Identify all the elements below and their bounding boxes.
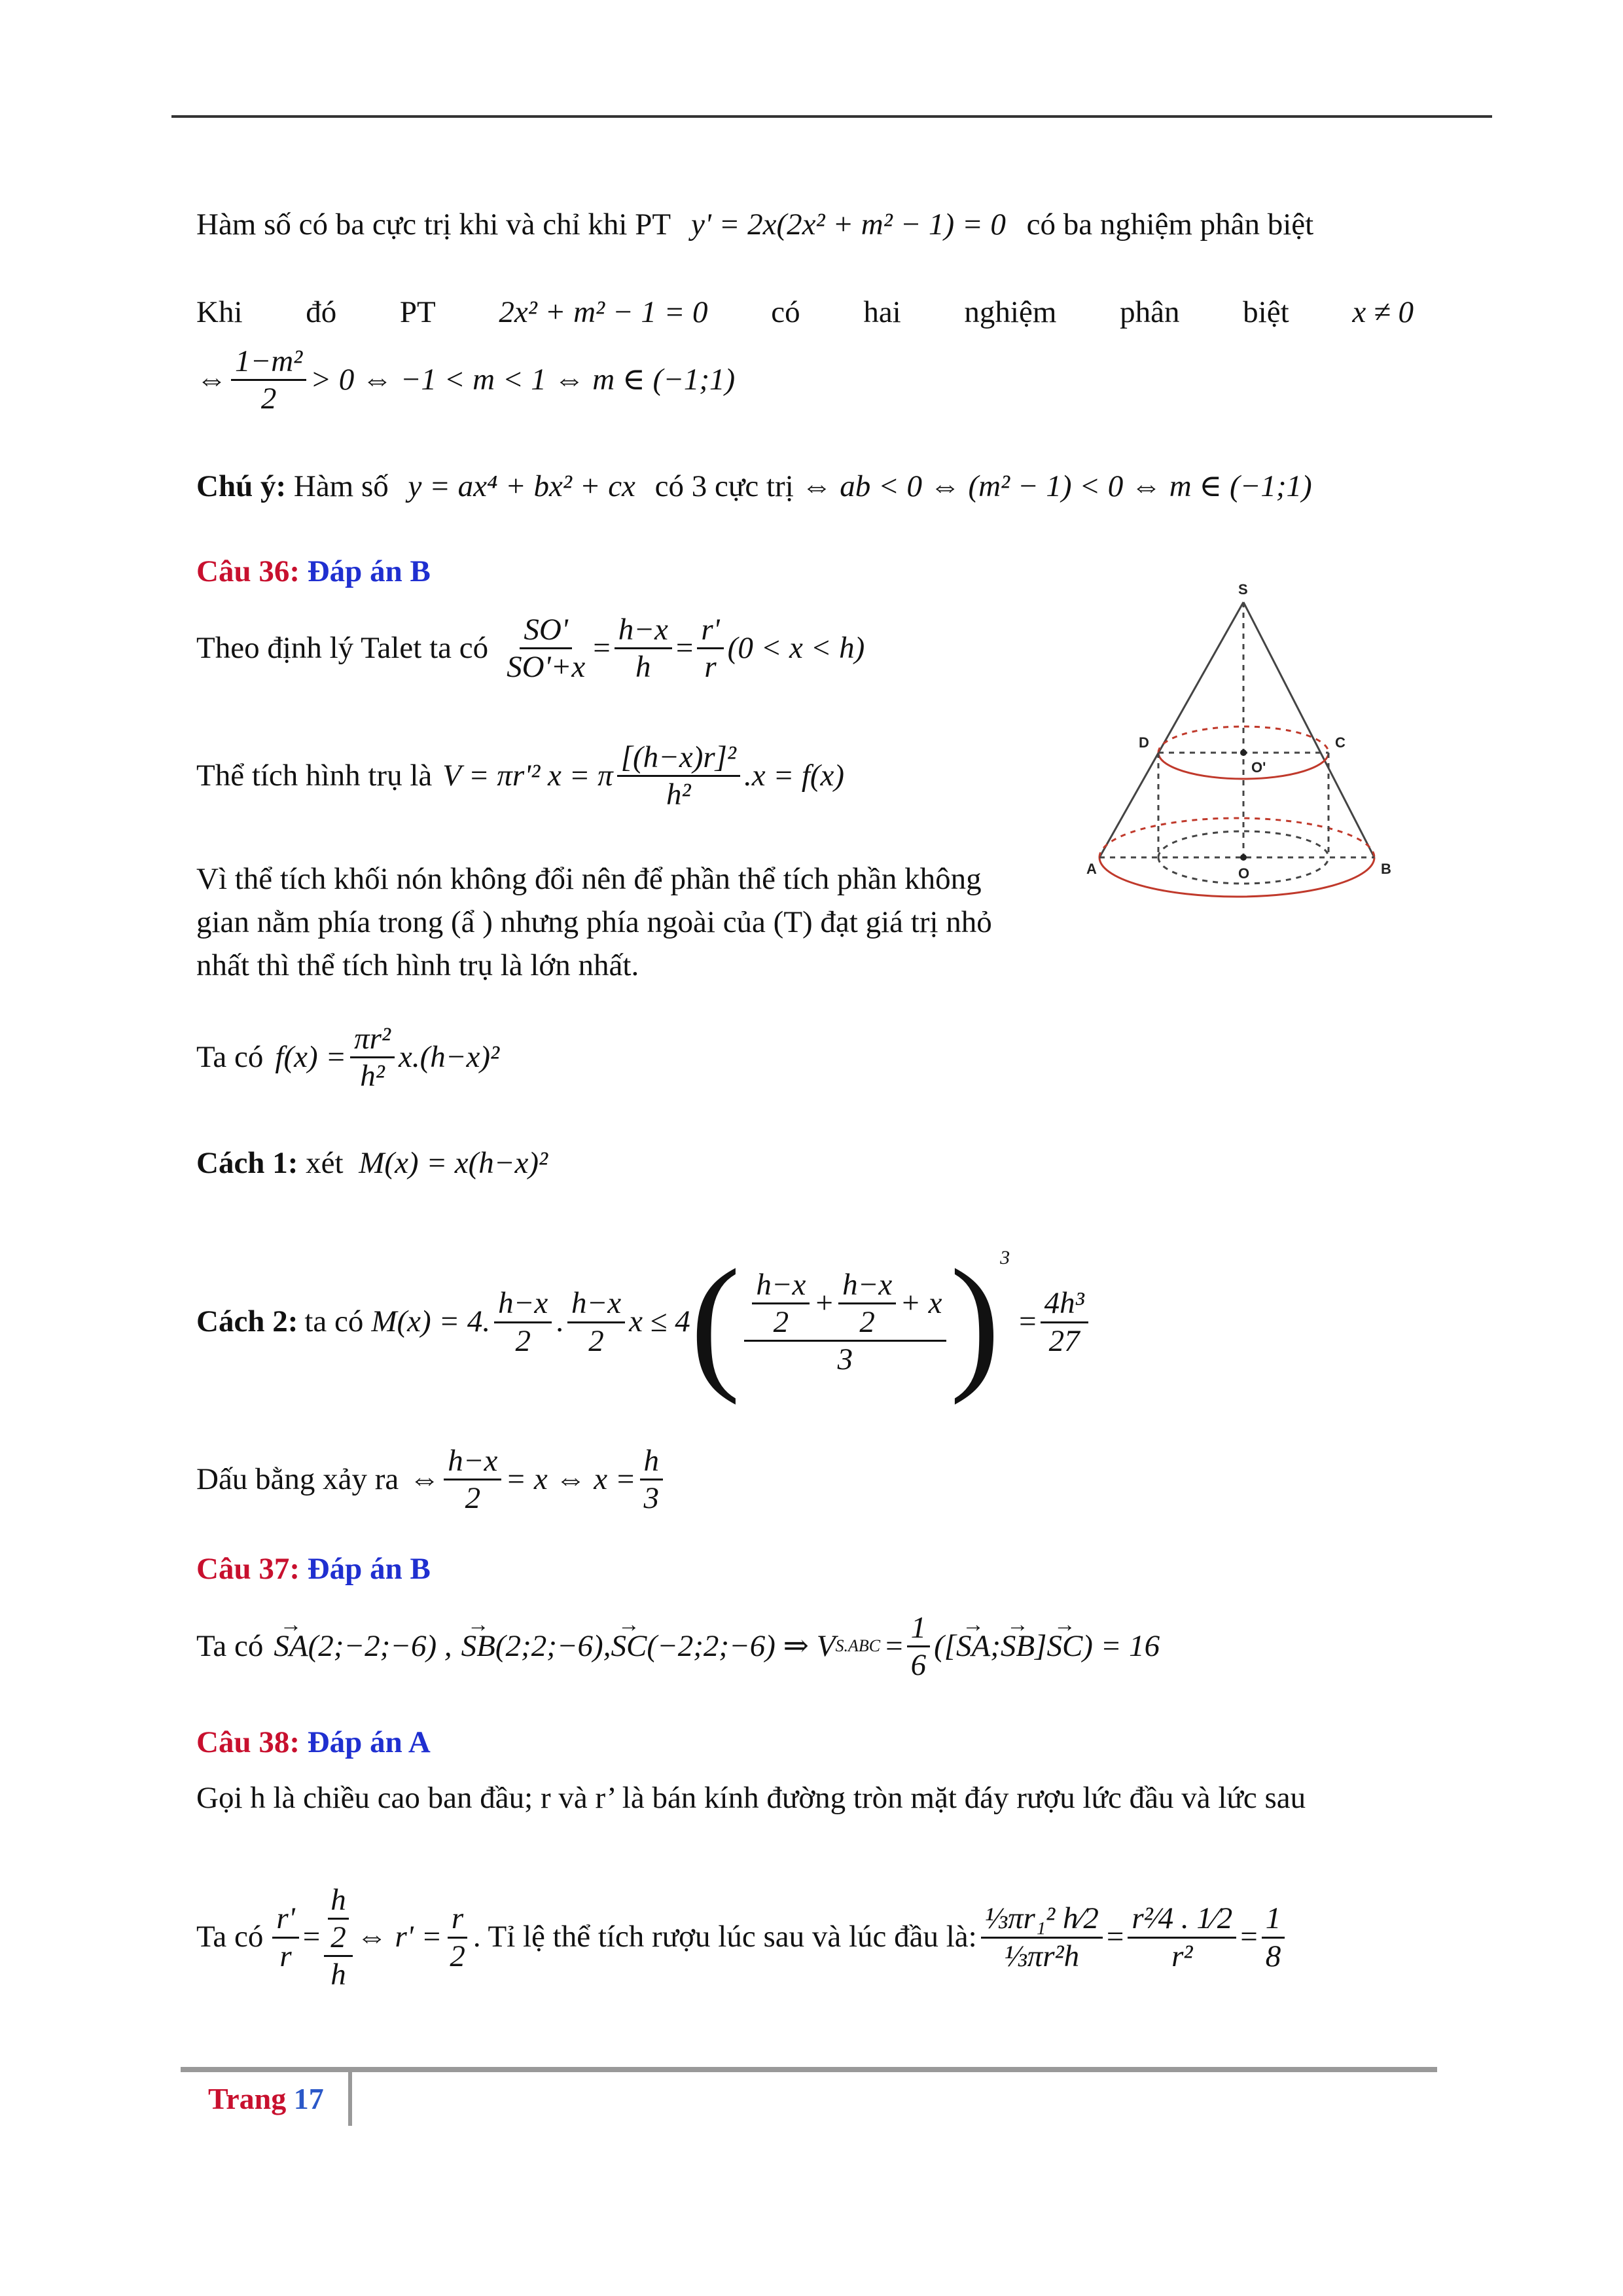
fraction-num: 4h³ [1041,1285,1088,1323]
note-label: Chú ý: [196,469,287,503]
fraction [567,1285,625,1358]
vector-SB: → SB [1001,1630,1035,1664]
equals: = [675,630,694,665]
fraction-den: SO'+x [507,650,586,685]
answer-label: Đáp án B [307,1552,431,1586]
fraction-den: r [704,650,717,685]
label-S: S [1238,581,1248,598]
fraction-den: 2 [588,1323,604,1358]
equation: M(x) = x(h−x)² [359,1146,548,1180]
fraction [615,612,672,685]
vector-SB: → SB [461,1630,495,1664]
point-O [1240,854,1247,861]
equals: = [885,1628,903,1663]
fraction-den: 2 [330,1920,346,1954]
fraction-den: 8 [1265,1939,1281,1973]
label-A: A [1086,861,1097,877]
method-text: xét [306,1146,344,1180]
fraction-num: r²⁄4 . 1⁄2 [1128,1901,1236,1938]
fraction-num: r' [272,1901,298,1938]
subscript: S.ABC [835,1636,881,1656]
equals: = [302,1920,321,1954]
word: PT [399,295,436,329]
text: Ta có [196,1920,264,1954]
fraction-num: h [640,1443,664,1480]
footer-page [208,2083,324,2116]
left-paren: ( [690,1238,741,1405]
label-O: O [1238,865,1250,882]
equiv-symbol: ⇔ [196,362,227,397]
q36-volume [196,740,844,812]
para-1 [196,208,1313,242]
method-text: ta có [304,1304,364,1339]
q36-talet [196,612,865,685]
fraction-num: πr² [350,1021,395,1058]
q36-paragraph [196,857,992,987]
fraction [1262,1901,1285,1973]
para-1-text-end: có ba nghiệm phân biệt [1026,207,1314,242]
answer-label: Đáp án B [307,554,431,588]
equals: = [593,630,611,665]
para-3 [196,344,735,416]
answer-label: Đáp án A [307,1725,431,1759]
fraction-den: 2 [515,1323,531,1358]
equation: V = πr'² x = π [442,758,613,793]
text: Dấu bằng xảy ra [196,1462,399,1496]
equals: = [1106,1920,1124,1954]
vector-SA: → SA [956,1630,990,1664]
vector-SA: → SA [274,1630,308,1664]
fraction [981,1901,1103,1973]
exponent: 3 [1000,1247,1010,1268]
label-O1: O' [1251,759,1266,776]
equation: = x ⇔ x = [505,1462,636,1496]
fraction-num: h−x [567,1285,625,1323]
fraction [272,1901,298,1973]
method-label: Cách 1: [196,1146,298,1180]
cone-figure [1086,576,1400,956]
question-label: Câu 38: [196,1725,300,1759]
fraction-den: 2 [773,1304,789,1339]
word: phân [1120,295,1180,329]
word: biệt [1243,295,1289,329]
label-C: C [1335,734,1346,751]
fraction-num: h [328,1882,349,1920]
fraction-den: 2 [450,1939,465,1973]
fraction [838,1267,896,1340]
fraction [1128,1901,1236,1973]
note-text-2: có 3 cực trị [654,469,794,503]
vector-SC: → SC [1046,1630,1082,1664]
fraction-num: 1 [1262,1901,1285,1938]
fraction [907,1610,931,1683]
big-fraction: $\frac{h-x}{2}$ + $\frac{h-x}{2}$ + x 3 [744,1267,946,1377]
fraction [617,740,740,812]
fraction [503,612,589,685]
question-label: Câu 36: [196,554,300,588]
note-equation-2: ⇔ ab < 0 ⇔ (m² − 1) < 0 ⇔ m ∈ (−1;1) [801,469,1312,503]
q37-line [196,1610,1160,1683]
para-1-text: Hàm số có ba cực trị khi và chỉ khi PT [196,207,671,242]
word: hai [863,295,901,329]
fraction-den: h [635,650,651,685]
fraction-num: ⅓πr₁² h⁄2 [981,1901,1103,1938]
coords: (2;−2;−6) , [308,1628,452,1663]
word: có [771,295,800,329]
page-label: Trang [208,2082,287,2115]
fraction-den: 2 [465,1481,481,1516]
cach-2: Cách 2: ta có M(x) = 4. $\frac{h-x}{2}$ . $\frac{h-x}{2}$ x ≤ 4 ( $\frac{h-x}{2}$ + $\frac{h-x}{2}$ + x 3 ) 3 = $\frac{\text{4h³}}{27}$ [196,1240,1092,1404]
q36-line: nhất thì thể tích hình trụ là lớn nhất. [196,948,639,982]
q38-ratio [196,1859,1289,2016]
q36-f [196,1021,499,1094]
para-2-condition: x ≠ 0 [1352,295,1414,329]
fraction [446,1901,469,1973]
para-2 [196,296,1414,330]
equation: x.(h−x)² [399,1039,500,1074]
dau-bang [196,1443,667,1516]
base-ellipse-front [1099,857,1374,897]
cach-1 [196,1147,548,1181]
word: Khi [196,295,243,329]
fraction-den: 3 [837,1342,853,1377]
vector-SC: → SC [611,1630,647,1664]
condition: (0 < x < h) [727,630,865,665]
fraction-num: [(h−x)r]² [617,740,740,777]
para-2-equation: 2x² + m² − 1 = 0 [499,295,708,329]
fraction-den: h [330,1958,346,1992]
note-line [196,470,1312,504]
text: Ta có [196,1628,264,1663]
word: đó [306,295,337,329]
fraction [640,1443,664,1516]
question-label: Câu 37: [196,1552,300,1586]
q36-text: Thể tích hình trụ là [196,758,433,793]
fraction-num: h−x [752,1267,810,1304]
page-number: 17 [293,2082,324,2115]
note-equation: y = ax⁴ + bx² + cx [408,469,635,503]
footer-divider [348,2072,352,2126]
fraction [752,1267,810,1340]
fraction [231,344,306,416]
fraction-den: 2 [260,382,277,416]
fraction-num: h−x [444,1443,501,1480]
right-paren: ) [950,1238,1001,1405]
q36-line: Vì thể tích khối nón không đổi nên để phần thể tích phần không [196,862,982,896]
equals: = [1019,1304,1037,1339]
note-text: Hàm số [293,469,389,503]
fraction [697,612,723,685]
fraction [1041,1285,1088,1358]
header-rule [171,115,1492,118]
q36-text: Ta có [196,1039,264,1074]
text: . Tỉ lệ thể tích rượu lúc sau và lúc đầu là: [473,1920,977,1954]
word: nghiệm [964,295,1057,329]
fraction-num: h−x [615,612,672,649]
fraction-den: 2 [859,1304,875,1339]
term: + x [900,1286,942,1321]
fraction-den: r² [1171,1939,1193,1973]
cone-edge-right [1243,602,1374,857]
fraction-den: 3 [643,1481,660,1516]
fraction-num: r [448,1901,467,1938]
fraction-num: 1−m² [231,344,306,381]
equation: M(x) = 4. [371,1304,491,1339]
fraction-den: ⅓πr²h [1004,1939,1080,1973]
fraction [494,1285,552,1358]
coords: (2;2;−6), [495,1628,611,1663]
point-O1 [1240,749,1247,756]
fraction-num: h−x [838,1267,896,1304]
q38-text: Gọi h là chiều cao ban đầu; r và r’ là bán kính đường tròn mặt đáy rượu lức đầu và lức sau [196,1781,1306,1815]
compound-fraction [324,1882,353,1992]
label-D: D [1139,734,1149,751]
method-label: Cách 2: [196,1304,298,1339]
fraction-den: r [279,1939,292,1973]
separator: ; [990,1628,1001,1663]
coords: (−2;2;−6) ⇒ V [647,1628,836,1663]
equation: .x = f(x) [744,758,845,793]
bracket: ] [1035,1628,1047,1663]
label-B: B [1381,861,1391,877]
question-36-heading [196,555,431,589]
fraction-den: h² [360,1059,385,1094]
q36-line: gian nằm phía trong (ẩ ) nhưng phía ngoài của (T) đạt giá trị nhỏ [196,905,992,939]
question-37-heading [196,1552,431,1587]
fraction-den: h² [666,778,691,812]
equation: f(x) = [275,1039,347,1074]
fraction-den: 6 [910,1648,927,1683]
para-3-equation: > 0 ⇔ −1 < m < 1 ⇔ m ∈ (−1;1) [310,362,736,397]
question-38-heading [196,1726,431,1760]
equiv-symbol: ⇔ [409,1462,440,1496]
para-1-equation: y' = 2x(2x² + m² − 1) = 0 [690,207,1006,242]
q36-text: Theo định lý Talet ta có [196,630,489,665]
bracket: ([ [934,1628,957,1663]
equation: ⇔ r' = [356,1920,442,1954]
fraction-num: r' [697,612,723,649]
equals: = [1240,1920,1258,1954]
fraction [444,1443,501,1516]
base-ellipse-back [1099,818,1374,857]
fraction-num: h−x [494,1285,552,1323]
fraction-num: SO' [520,612,572,649]
fraction-den: 27 [1048,1323,1080,1358]
footer-rule [181,2067,1437,2072]
equation: ) = 16 [1082,1628,1160,1663]
equation: x ≤ 4 [629,1304,690,1339]
cone-edge-left [1099,602,1243,857]
fraction-num: 1 [907,1610,931,1647]
fraction [350,1021,395,1094]
